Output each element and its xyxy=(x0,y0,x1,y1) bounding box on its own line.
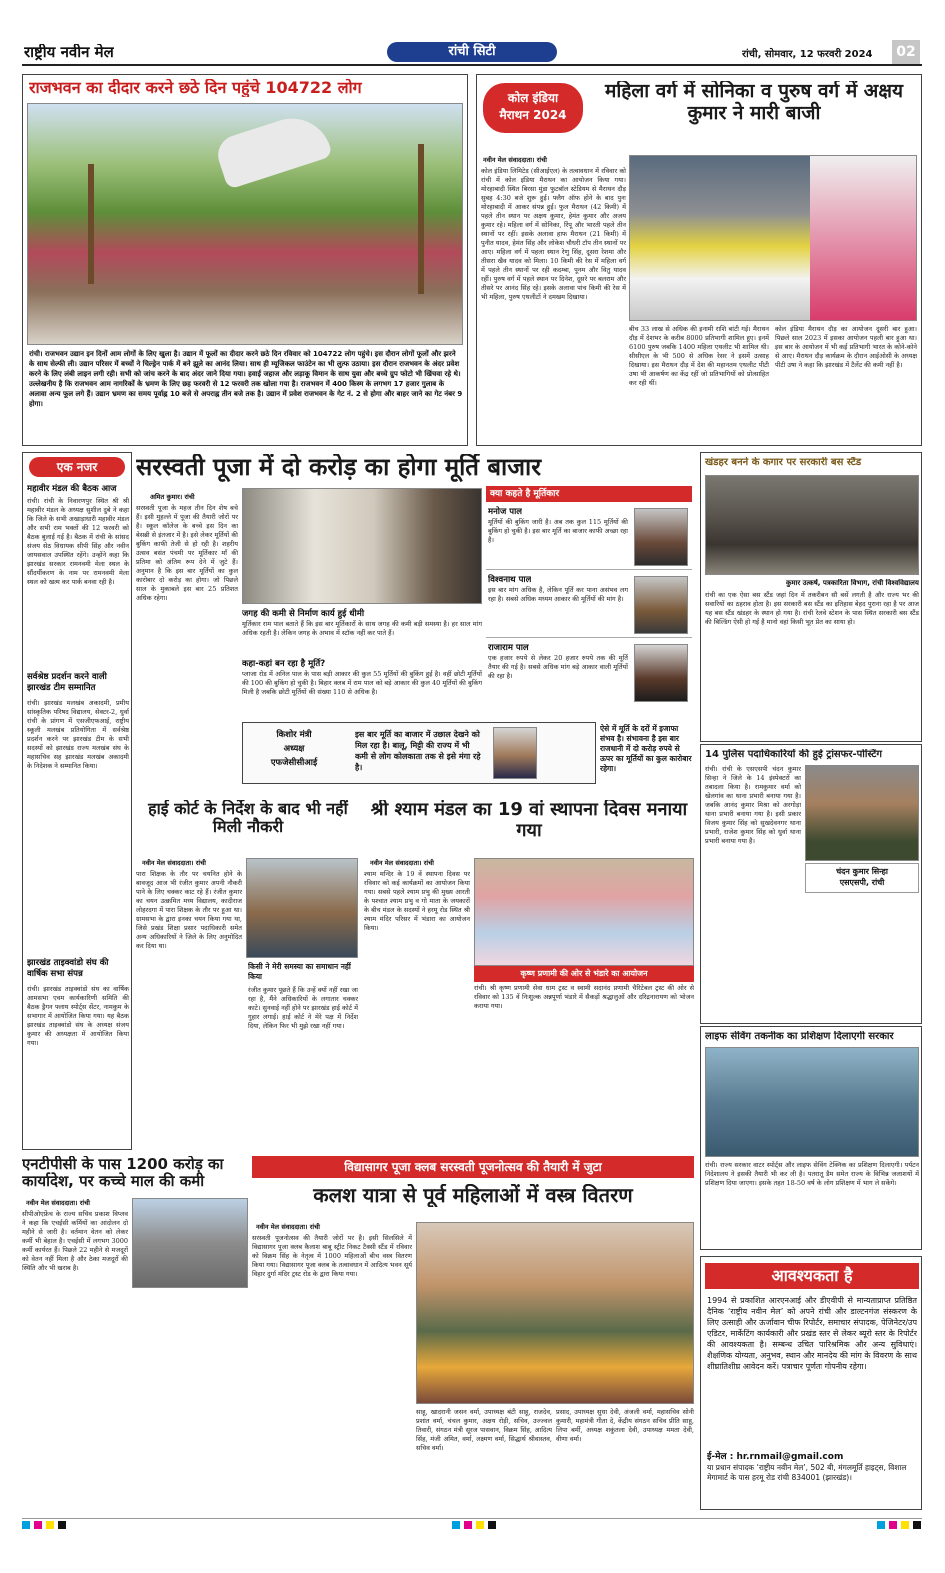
highcourt-sidebar-body: रंजीत कुमार पूछते हैं कि उन्हें क्यों नहीं रखा जा रहा है, मैंने अधिकारियों के लगातार चक्कर काटे। सुनवाई नहीं होने पर झारखंड हाई कोर्ट में गुहार लगाई। हाई कोर्ट ने मेरे पक्ष में निर्देश दिया, लेकिन फिर भी मुझे रखा नहीं गया। xyxy=(248,986,358,1030)
highcourt-story xyxy=(136,800,360,1150)
kalash-photo xyxy=(416,1222,694,1404)
sculptor-3-name: राजाराम पाल xyxy=(488,643,529,653)
ek-nazar-label: एक नजर xyxy=(29,457,125,477)
vacancy-body: 1994 से प्रकाशित आरएनआई और डीएवीपी से मान्यताप्राप्त प्रतिष्ठित दैनिक ‘राष्ट्रीय नवीन मेल’ को अपने रांची और डाल्टनगंज संस्करण के लिए उत्साही और ऊर्जावान चीफ रिपोर्टर, समाचार संपादक, पेजिनेटर/उप एडिटर, मार्केटिंग कार्यकारी और प्रखंड स्तर से लेकर ब्यूरो स्तर के रिपोर्टर की आवश्यकता है। सम्बन्ध उचित पारिश्रमिक और अन्य सुविधाएं। शैक्षणिक योग्यता, अनुभव, स्थान और मानदेय की मांग के विवरण के साथ शीघ्रातिशीघ्र आवेदन करें। पत्राचार पूर्णतः गोपनीय रहेगा। xyxy=(707,1296,917,1371)
nazar-item-3-body: रांची। झारखंड ताइक्वांडो संघ का वार्षिक आमसभा एवम कार्यकारिणी समिति की बैठक ड्रैगन फ्लाय स्पोर्ट्स सेंटर, नामकुम के सभागार में आयोजित किया गया। यह बैठक झारखंड ताइक्वांडो संघ के अध्यक्ष संजय कुमार की अध्यक्षता में आयोजित किया गया। xyxy=(27,985,129,1047)
kishor-name: किशोर मंत्री xyxy=(276,730,312,740)
vacancy-address: या प्रधान संपादक ‘राष्ट्रीय नवीन मेल’, 502 बी, मंगलमूर्ति हाइट्स, विशाल मेगामार्ट के पास हरमू रोड रांची 834001 (झारखंड)। xyxy=(707,1463,907,1482)
sculptor-1-avatar xyxy=(634,508,688,566)
saraswati-headline: सरस्वती पूजा में दो करोड़ का होगा मूर्ति बाजार xyxy=(136,454,542,481)
highcourt-body: पारा शिक्षक के तौर पर चयनित होने के बावजूद आज भी रंजीत कुमार अपनी नौकरी पाने के लिए चक्कर काट रहे हैं। रंजीत कुमार का चयन उत्क्रमित मध्य विद्यालय, कादीराज लोहरदगा में पारा शिक्षक के तौर पर हुआ था। ग्रामसभा के द्वारा इनका चयन किया गया था, जिसे प्रखंड शिक्षा प्रसार पदाधिकारी समेत अन्य अधिकारियों ने जिले के लिए अनुमोदित कर दिया था। xyxy=(136,870,242,950)
ranjit-photo xyxy=(246,858,358,958)
paper-name: राष्ट्रीय नवीन मेल xyxy=(24,44,114,61)
bus-stand-photo xyxy=(705,475,919,575)
marathon-body-col1: कोल इंडिया लिमिटेड (सीआईएल) के तत्वावधान में रविवार को रांची में कोल इंडिया मैराथन का आयोजन किया गया। मोरहाबादी स्थित बिरसा मुंडा फुटबॉल स्टेडियम से मैराथन दौड़ सुबह 4:30 बजे शुरू हुई। फ्लैग ऑफ होने के बाद पुनः मोरहाबादी में आकर संपन्न हुई। फुल मैराथन (42 किमी) में पहले तीन स्थान पर अक्षय कुमार, हेमंत कुमार और अजय कुमार रहे। महिला वर्ग में सोनिका, रिंपू और भारती पहले तीन स्थानों पर रहीं। इसके अलावा हाफ मैराथन (21 किमी) में पुनीत यादव, हेमंत सिंह और लोकेश चौधरी टॉप तीन स्थानों पर आए। महिला वर्ग में पहला स्थान रेणु सिंह, दूसरा रेशमा और तीसरा खैव यादव को मिला। 10 किमी की रेस में महिला वर्ग में पहले तीन स्थानों पर रही कदम्बा, पूनम और वितु यादव रहीं। पुरुष वर्ग में पहले स्थान पर दिनेश, दूसरे पर बलराम और तीसरे पर आनंद सिंह रहे। इसके अलावा पांच किमी की रेस में भी महिला, पुरुष एथलीटों ने दमखम दिखाया। xyxy=(481,167,626,301)
kalash-body: सरस्वती पूजनोत्सव की तैयारी जोरों पर है। इसी सिलसिले में विद्यासागर पूजा क्लब कैलाश बाबू स्ट्रीट निकट टैक्सी स्टैंड में रविवार को विक्रम सिंह के नेतृत्व में 1000 महिलाओं बीच वस्त्र वितरण किया गया। विद्यासागर पूजा क्लब के तत्वावधान में आदित्य भवन सूर्य विहार दुर्गा मंदिर ट्रस्ट रोड के द्वारा किया गया। xyxy=(252,1234,412,1278)
kishor-quote-box xyxy=(242,722,596,784)
kalash-story xyxy=(252,1156,694,1510)
police-story xyxy=(700,744,922,1024)
kishor-org: एफजेसीसीआई xyxy=(270,758,318,768)
saraswati-sub1: जगह की कमी से निर्माण कार्य हुई धीमी xyxy=(242,609,365,619)
vacancy-title: आवश्यकता है xyxy=(705,1263,919,1289)
shyam-photo xyxy=(474,858,694,966)
marathon-winners-photo xyxy=(629,155,917,321)
rajbhavan-caption: रांची। राजभवन उद्यान इन दिनों आम लोगों के लिए खुला है। उद्यान में फूलों का दीदार करने छठे दिन रविवार को 104722 लोग पहुंचे। इस दौरान लोगों फूलों और झरने के साथ सेल्फी ली। उद्यान परिसर में बच्चों ने चिल्ड्रेन पार्क में बने झूले का आनंद लिया। साथ ही म्यूजिकल फाउंटेन का भी लुत्फ उठाया। इस दौरान राजभवन के अंदर प्रवेश करने के लिए लंबी लाइन लगी रही। सभी को जांच करने के बाद अंदर जाने दिया गया। हवाई जहाज और लड़ाकू विमान के साथ युवा और बच्चे ग्रुप फोटो भी खिंचवा रहे थे। उल्लेखनीय है कि राजभवन आम नागरिकों के भ्रमण के लिए छह फरवरी से 12 फरवरी तक खोला गया है। राजभवन में 400 किस्म के लगभग 17 हजार गुलाब के अलावा अन्य फूल लगे हैं। उद्यान भ्रमण का समय पूर्वाह्न 10 बजे से अपराह्न तीन बजे तक है। उद्यान में प्रवेश राजभवन के गेट नं. 2 से होगा और बाहर जाने का गेट नंबर 9 होगा। xyxy=(29,350,463,408)
officer-name: चंदन कुमार सिन्हा xyxy=(836,867,888,876)
marathon-badge xyxy=(483,83,583,133)
kishor-avatar xyxy=(493,727,537,779)
kalash-body-2: साहू, खादरानी जसन वर्मा, उपाध्यक्ष बंटी साहू, राजदेव, प्रशांत वर्मा, चंचल कुमार, अक्षय रोड़ी, सचिव, उज्ज्वल तिवारी, संगठन मंत्री सूरज पासवान, विक्रम सिंह, आदित्य सिंह, मंजी अमित, वर्मा, लक्ष्मण वर्मा, सिद्धार्थ श्रीवास्तव, सचिव वर्मा। xyxy=(416,1408,552,1452)
kalash-body-3: प्रसाद, उपाध्यक्ष सुधा देवी, अंजली वर्मा, महासचिव सोनी कुमारी, महामंत्री गीता दे, केंद्रीय संगठन सचिव प्रीति साहू, लिपा बर्मी, अध्यक्ष शकुंतला देवी, उपाध्यक्ष ममता देवी, वीणा वर्मा। xyxy=(556,1408,694,1443)
marathon-story xyxy=(476,74,922,446)
bus-stand-headline: खंडहर बनने के कगार पर सरकारी बस स्टैंड xyxy=(705,457,862,468)
saraswati-story xyxy=(136,452,694,796)
saraswati-quote-2: ऐसे में मूर्ति के दरों में इजाफा संभव है। संभावना है इस बार राजधानी में दो करोड़ रुपये से ऊपर का मूर्तियों का कुल कारोबार रहेगा। xyxy=(600,724,692,773)
lifesaving-story xyxy=(700,1026,922,1250)
rajbhavan-story xyxy=(22,74,468,446)
sculptor-2-quote: इस बार मांग अधिक है, लेकिन पूर्ति कर पाना असंभव लग रहा है। सबसे अधिक मध्यम आकार की मूर्तियों की मांग है। xyxy=(488,586,628,603)
kishor-quote: इस बार मूर्ति का बाजार में उछाल देखने को मिल रहा है। बालू, मिट्टी की राज्य में भी कमी से लोग कोलकाता तक से इसे मंगा रहे है। xyxy=(355,730,481,772)
bus-stand-story xyxy=(700,452,922,742)
highcourt-headline: हाई कोर्ट के निर्देश के बाद भी नहीं मिली नौकरी xyxy=(148,800,348,837)
nazar-item-1-title: महावीर मंडल की बैठक आज xyxy=(27,484,117,494)
kya-kahte-label: क्या कहते है मूर्तिकार xyxy=(486,486,692,502)
marathon-body-col2: बीच 33 लाख से अधिक की इनामी राशि बांटी गई। मैराथन दौड़ में देशभर के करीब 8000 प्रतिभागी शामिल हुए। इनमें 6100 पुरुष जबकि 1400 महिला एथलीट भी शामिल थी। सीसीएल के भी 500 से अधिक रेसर ने इसमें उत्साह दिखाया। इस मैराथन दौड़ में देश की महानतम एथलीट पीटी उषा भी आकर्षण का केंद्र रहीं जो प्रतिभागियों को प्रोत्साहित कर रही थीं। xyxy=(629,325,769,387)
lifesaving-body: रांची। राज्य सरकार वाटर स्पोर्ट्स और लाइफ सेविंग टेक्निक का प्रशिक्षण दिलाएगी। पर्यटन निदेशालय ने इसकी तैयारी भी कर ली है। पतरातू डैम समेत राज्य के विभिन्न जलाशयों में प्रशिक्षण दिया जाएगा। इसके तहत 18-50 वर्ष के लोग प्रशिक्षण में भाग ले सकेंगे। xyxy=(705,1161,919,1187)
saraswati-sub2: कहा-कहां बन रहा है मूर्ति? xyxy=(242,659,326,669)
sculptor-card-3 xyxy=(486,640,692,706)
section-label: रांची सिटी xyxy=(387,42,557,62)
sculptor-2-avatar xyxy=(634,576,688,634)
officer-role: एसएसपी, रांची xyxy=(839,878,885,887)
hec-building-photo xyxy=(132,1198,248,1288)
marathon-badge-line2: मैराथन 2024 xyxy=(499,108,567,122)
jetski-photo xyxy=(705,1047,919,1157)
vacancy-email[interactable]: ई-मेल : hr.rnmail@gmail.com xyxy=(707,1452,844,1462)
bus-stand-body: रांची का एक ऐसा बस स्टैंड जहां दिन में तकरीबन सौ बसें लगती है और राज्य भर की सवारियों का ठहराव होता है। इस सरकारी बस स्टैंड का इतिहास बेहद पुराना रहा है पर आज यह बस स्टैंड खंडहर के स्थान हो गया है। रांची रेलवे स्टेशन के पास स्थित सरकारी बस स्टैंड की बिल्डिंग ऐसी हो गई है मानो वहां किसी भूत प्रेत का साया हो। xyxy=(705,591,919,626)
nazar-item-2-title: सर्वश्रेष्ठ प्रदर्शन करने वाली झारखंड टीम सम्मानित xyxy=(27,672,107,693)
bus-stand-caption: कुमार उत्कर्ष, पत्रकारिता विभाग, रांची विश्वविद्यालय xyxy=(785,579,919,587)
kalash-headline: कलश यात्रा से पूर्व महिलाओं में वस्त्र वितरण xyxy=(313,1184,633,1207)
shyam-photo-caption: कृष्ण प्रणामी की ओर से भंडारे का आयोजन xyxy=(474,966,694,982)
shyam-story xyxy=(364,800,694,1150)
shyam-caption-body: रांची। श्री कृष्ण प्रणामी सेवा धाम ट्रस्ट व स्वामी सदानंद प्रणामी चैरिटेबल ट्रस्ट की ओर से रविवार को 135 वें निःशुल्क अन्नपूर्णा भंडारे में सैकड़ों श्रद्धालुओं और दरिद्रनारायण को भोजन कराया गया। xyxy=(474,984,694,1010)
saraswati-body: सरस्वती पूजा के महज तीन दिन शेष बचे हैं। इसी मुहल्ले में पूजा की तैयारी जोरों पर है। स्कूल कॉलेज के बच्चे इस दिन का बेसब्री से इंतजार में है। इसे लेकर मूर्तियों की बुकिंग काफी तेजी से हो रही है। शहरीय उत्सव बसंत पंचमी पर मूर्तिकार माँ की प्रतिमा को अंतिम रूप देने में जुटे हैं। अनुमान है कि इस बार मूर्तियों का कुल कारोबार दो करोड़ का होगा। जो पिछले साल के मुकाबले इस बार 25 प्रतिशत अधिक रहेगा। xyxy=(136,504,238,602)
nazar-item-2-body: रांची। झारखंड मलखंब अकादमी, प्रमीय सांस्कृतिक परिषद विद्यालय, सेक्टर-2, धुर्वा रांची के प्रांगण में एसजीएफआई, राष्ट्रीय स्कूली मलखंब प्रतियोगिता में सर्वश्रेष्ठ प्रदर्शन करने पर झारखंड टीम के सभी सदस्यों को झारखंड राज्य मलखंब संघ के महासचिव सह झारखंड मलखंब अकादमी के निदेशक ने सम्मानित किया। xyxy=(27,699,129,770)
sculptor-3-avatar xyxy=(634,644,688,702)
highcourt-byline: नवीन मेल संवाददाता। रांची xyxy=(142,859,206,867)
hec-body: सीपीओएफ्रेंच के राज्य सचिव प्रकाश विप्लव ने कहा कि एचईसी कर्मियों का आंदोलन दो महीने से जारी है। वर्तमान वेतन को लेकर कर्मी भी बेहाल है। एचईसी में लगभग 3000 कर्मी कार्यरत हैं। पिछले 22 महीने से मजदूरों को वेतन नहीं मिला है और ठेका मजदूरों की स्थिति और भी खराब है। xyxy=(22,1210,128,1272)
police-headline: 14 पुलिस पदाधिकारियों की हुई ट्रांसफर-पोस्टिंग xyxy=(705,749,883,760)
ek-nazar-column xyxy=(22,452,132,1150)
hec-byline: नवीन मेल संवाददाता। रांची xyxy=(26,1199,90,1207)
marathon-headline: महिला वर्ग में सोनिका व पुरुष वर्ग में अक्षय कुमार ने मारी बाजी xyxy=(605,81,903,124)
sculptor-card-1 xyxy=(486,504,692,570)
issue-date: रांची, सोमवार, 12 फरवरी 2024 xyxy=(742,49,873,60)
rajbhavan-crowd-photo xyxy=(27,103,463,345)
rajbhavan-headline: राजभवन का दीदार करने छठे दिन पहुंचे 104722 लोग xyxy=(29,79,362,97)
shyam-body: श्याम मन्दिर के 19 वें स्थापना दिवस पर रविवार को कई कार्यक्रमों का आयोजन किया गया। सबसे पहले श्याम प्रभु की मुख्य आरती के पश्चात श्याम प्रभु व गो माता के जयकारों के बीच मंडल के सदस्यों ने हरमू रोड स्थित श्री श्याम मंदिर परिसर में भंडारा का आयोजन किया। xyxy=(364,870,470,932)
nazar-item-1-body: रांची। रांची के निवारणपुर स्थित श्री श्री महावीर मंडल के अध्यक्ष सुशील दुबे ने कहा कि जिले के सभी अखाड़ाधारी महावीर मंडल और सभी राम भक्तों की 12 फरवरी को बैठक बुलाई गई है। बैठक में रांची के सांसद संजय सेठ विधायक सीपी सिंह और नवीन जायसवाल उपस्थित रहेंगे। उन्होंने कहा कि झारखंड सरकार रामनवमी मेला स्थल के सौंदर्यीकरण के नाम पर रामनवमी मेला स्थल को खत्म कर पार्क बनवा रही है। xyxy=(27,497,129,586)
kalash-kicker: विद्यासागर पूजा क्लब सरस्वती पूजनोत्सव की तैयारी में जुटा xyxy=(252,1156,694,1178)
page-number: 02 xyxy=(892,40,920,64)
marathon-body-col3: कोल इंडिया मैराथन दौड़ का आयोजन दूसरी बार हुआ। पिछले साल 2023 में इसका आयोजन पहली बार हुआ था। इस बार के आयोजन में भी कई प्रतिभागी भारत के कोने-कोने से आए। मैराथन दौड़ कार्यक्रम के दौरान आईओसी के अध्यक्ष पीटी उषा ने कहा कि झारखंड में टैलेंट की कमी नहीं है। xyxy=(775,325,917,369)
officer-label-box xyxy=(805,863,919,893)
lifesaving-headline: लाइफ सेविंग तकनीक का प्रशिक्षण दिलाएगी सरकार xyxy=(705,1031,894,1042)
nazar-item-3-title: झारखंड ताइक्वांडो संघ की वार्षिक सभा संपन्न xyxy=(27,958,109,979)
hec-story xyxy=(22,1156,248,1510)
shyam-byline: नवीन मेल संवाददाता। रांची xyxy=(370,859,434,867)
sculptor-1-name: मनोज पाल xyxy=(488,507,523,517)
hec-headline: एनटीपीसी के पास 1200 करोड़ का कार्यादेश, पर कच्चे माल की कमी xyxy=(22,1156,224,1191)
saraswati-sub1-body: मूर्तिकार राम पाल बताते हैं कि इस बार मूर्तिकारों के साथ जगह की कमी बड़ी समस्या है। हर साल मांग अधिक रहती है। लेकिन जगह के अभाव में स्टॉक नहीं कर पाते हैं। xyxy=(242,620,482,637)
marathon-badge-line1: कोल इंडिया xyxy=(507,91,559,105)
masthead-bar xyxy=(22,40,922,66)
sculptor-2-name: विश्वनाथ पाल xyxy=(488,575,532,585)
kalash-byline: नवीन मेल संवाददाता। रांची xyxy=(256,1223,320,1231)
officer-photo xyxy=(805,765,919,861)
police-body: रांची। रांची के एसएसपी चंदन कुमार सिन्हा ने जिले के 14 इंस्पेक्टरों का तबादला किया है। रामकुमार वर्मा को खेलगांव का थाना प्रभारी बनाया गया है। जबकि आनंद कुमार मिश्रा को अरगोड़ा थाना प्रभारी बनाया गया है। इसी प्रकार विजय कुमार सिंह को सुखदेवनगर थाना प्रभारी, राजेश कुमार सिंह को धुर्वा थाना प्रभारी बनाया गया है। xyxy=(705,765,801,845)
saraswati-byline: अमित कुमार। रांची xyxy=(150,493,195,501)
footer-color-bar xyxy=(22,1518,922,1530)
vacancy-ad xyxy=(700,1256,922,1510)
saraswati-idols-photo xyxy=(242,488,482,604)
shyam-headline: श्री श्याम मंडल का 19 वां स्थापना दिवस मनाया गया xyxy=(370,800,688,841)
sculptor-1-quote: मूर्तियों की बुकिंग जारी है। अब तक कुल 115 मूर्तियों की बुकिंग हो चुकी है। इस बार मूर्ति का बाजार काफी अच्छा रहा है। xyxy=(488,518,628,544)
kishor-role: अध्यक्ष xyxy=(283,744,305,754)
saraswati-sub2-body: प्लाजा रोड में अनिल पाल के पास बड़ी आकार की कुल 55 मूर्तियों की बुकिंग हुई है। वहीं छोटी मूर्तियों की 100 की बुकिंग हो चुकी है। बिहार क्लब में राम पाल को बड़े आकार की कुल 40 मूर्तियों की बुकिंग मिली है जबकि छोटी मूर्तियों की संख्या 110 से अधिक है। xyxy=(242,670,482,696)
highcourt-sidebar-title: किसी ने मेरी समस्या का समाधान नहीं किया xyxy=(248,962,351,981)
marathon-byline: नवीन मेल संवाददाता। रांची xyxy=(483,156,547,164)
sculptor-3-quote: एक हजार रुपये से लेकर 20 हजार रुपये तक की मूर्ति तैयार की गई है। सबसे अधिक मांग बड़े आकार वाली मूर्तियों की रहा है। xyxy=(488,654,628,680)
sculptor-card-2 xyxy=(486,572,692,638)
